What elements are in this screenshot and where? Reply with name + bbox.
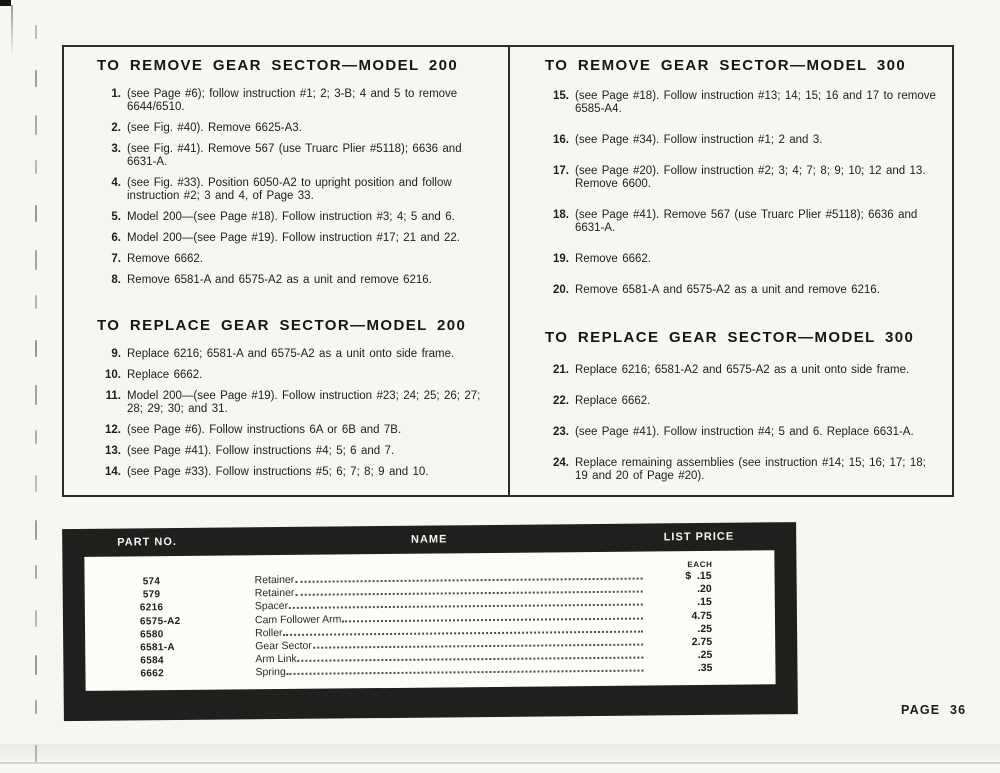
item-text: (see Fig. #33). Position 6050-A2 to upright position and follow instruction #2; 3 and 4, of Page 33.: [127, 177, 452, 202]
item-number: 1.: [111, 88, 121, 100]
item-text: Model 200—(see Page #19). Follow instruction #23; 24; 25; 26; 27; 28; 29; 30; and 31.: [127, 390, 481, 415]
item-number: 16.: [553, 134, 569, 146]
part-no-cell: 6662: [140, 668, 164, 680]
price-cell: .35: [697, 662, 713, 675]
item-text: Model 200—(see Page #18). Follow instruction #3; 4; 5 and 6.: [127, 211, 455, 223]
instruction-item: [545, 209, 936, 235]
instruction-list-replace-200: [97, 348, 487, 479]
scan-bottom-shading: [0, 744, 1000, 760]
name-cell: Arm Link: [255, 652, 297, 666]
price-table-rows: [85, 569, 776, 681]
instruction-item: [545, 165, 936, 191]
instruction-item: [97, 348, 487, 361]
item-number: 24.: [553, 457, 569, 469]
item-number: 9.: [111, 348, 121, 360]
scan-bottom-edge-line: [0, 762, 1000, 764]
instruction-item: [97, 177, 487, 203]
price-cell: .25: [697, 622, 713, 635]
item-number: 11.: [105, 390, 121, 402]
item-text: Model 200—(see Page #19). Follow instruction #17; 21 and 22.: [127, 232, 460, 244]
binder-dash: [35, 385, 37, 405]
name-cell: Spring: [255, 666, 286, 679]
part-no-cell: 6575-A2: [139, 615, 181, 627]
item-number: 10.: [105, 369, 121, 381]
instructions-box: [62, 45, 954, 497]
dotted-leader: [289, 604, 643, 609]
part-no-cell: 6216: [139, 602, 164, 614]
instruction-item: [545, 395, 936, 408]
instruction-list-remove-300: [545, 90, 936, 297]
price-table-panel: [84, 550, 775, 691]
item-text: (see Page #20). Follow instruction #2; 3; 4; 7; 8; 9; 10; 12 and 13. Remove 6600.: [575, 165, 926, 190]
column-header-name: NAME: [410, 533, 448, 546]
part-no-cell: 6581-A: [140, 641, 175, 654]
instruction-list-replace-300: [545, 364, 936, 483]
item-text: (see Page #41). Follow instructions #4; 5; 6 and 7.: [127, 445, 395, 457]
item-text: (see Page #6). Follow instructions 6A or 6B and 7B.: [127, 424, 402, 436]
binder-dash: [35, 700, 37, 714]
binder-dash: [35, 520, 37, 540]
dotted-leader: [313, 643, 643, 648]
item-text: (see Page #18). Follow instruction #13; 14; 15; 16 and 17 to remove 6585-A4.: [575, 90, 936, 115]
price-cell: 4.75: [691, 609, 713, 622]
price-cell: .15: [697, 596, 712, 609]
binder-dash: [35, 160, 37, 174]
item-number: 13.: [105, 445, 121, 457]
price-cell: .20: [697, 583, 712, 596]
instruction-item: [545, 426, 936, 439]
instruction-item: [97, 424, 487, 437]
section-heading-replace-300: TO REPLACE GEAR SECTOR—MODEL 300: [545, 329, 915, 346]
instruction-item: [97, 211, 487, 224]
scan-corner-mark: [0, 0, 11, 6]
dotted-leader: [287, 670, 644, 675]
item-number: 14.: [105, 466, 121, 478]
instruction-list-remove-200: [97, 88, 487, 287]
item-number: 5.: [111, 211, 121, 223]
binder-dash: [35, 655, 37, 675]
item-number: 4.: [111, 177, 121, 189]
binder-dash: [35, 475, 37, 492]
item-text: (see Page #41). Follow instruction #4; 5 and 6. Replace 6631-A.: [575, 426, 914, 438]
name-cell: Retainer: [254, 573, 295, 587]
instruction-item: [97, 122, 487, 135]
dotted-leader: [295, 591, 642, 596]
name-cell: Gear Sector: [255, 639, 312, 653]
item-text: (see Fig. #40). Remove 6625-A3.: [127, 122, 302, 134]
dotted-leader: [298, 657, 644, 662]
item-text: Replace 6216; 6581-A2 and 6575-A2 as a unit onto side frame.: [575, 364, 910, 376]
item-number: 15.: [553, 90, 569, 102]
item-text: Replace 6662.: [127, 369, 203, 381]
price-cell: .25: [697, 649, 713, 662]
name-cell: Spacer: [254, 600, 289, 613]
each-label: EACH: [687, 559, 713, 570]
instruction-item: [545, 90, 936, 116]
item-text: (see Page #41). Remove 567 (use Truarc Plier #5118); 6636 and 6631-A.: [575, 209, 918, 234]
name-cell: Cam Follower Arm: [254, 613, 342, 626]
price-table: [62, 522, 798, 721]
instruction-item: [97, 445, 487, 458]
binder-dash: [35, 340, 37, 357]
item-text: Remove 6581-A and 6575-A2 as a unit and remove 6216.: [127, 274, 432, 286]
column-model-300: [545, 57, 936, 501]
binder-dash: [35, 295, 37, 309]
binder-dash: [35, 205, 37, 222]
instruction-item: [545, 134, 936, 147]
binder-dash: [35, 430, 37, 444]
section-heading-remove-300: TO REMOVE GEAR SECTOR—MODEL 300: [545, 57, 907, 74]
instruction-item: [97, 466, 487, 479]
item-text: Replace 6216; 6581-A and 6575-A2 as a unit onto side frame.: [127, 348, 455, 360]
section-heading-replace-200: TO REPLACE GEAR SECTOR—MODEL 200: [97, 317, 467, 334]
instruction-item: [545, 284, 936, 297]
binder-dash: [35, 565, 37, 579]
item-number: 17.: [553, 165, 569, 177]
item-number: 8.: [111, 274, 121, 286]
item-text: Remove 6662.: [575, 253, 651, 265]
binder-dash: [35, 250, 37, 270]
item-text: Remove 6662.: [127, 253, 203, 265]
dotted-leader: [342, 617, 643, 622]
column-header-list-price: LIST PRICE: [663, 530, 735, 544]
part-no-cell: 574: [139, 576, 161, 588]
dotted-leader: [284, 630, 644, 635]
column-model-200: [97, 57, 487, 487]
binder-dash: [35, 25, 37, 39]
name-cell: Retainer: [254, 587, 295, 600]
section-heading-remove-200: TO REMOVE GEAR SECTOR—MODEL 200: [97, 57, 459, 74]
item-text: Replace remaining assemblies (see instruction #14; 15; 16; 17; 18; 19 and 20 of Page #20).: [575, 457, 926, 482]
instruction-item: [97, 253, 487, 266]
item-number: 23.: [553, 426, 569, 438]
item-text: (see Page #6); follow instruction #1; 2; 3-B; 4 and 5 to remove 6644/6510.: [127, 88, 458, 113]
binder-dash: [35, 115, 37, 135]
instruction-item: [97, 143, 487, 169]
item-number: 6.: [111, 232, 121, 244]
item-number: 7.: [111, 253, 121, 265]
instruction-item: [545, 364, 936, 377]
scan-spine-line: [11, 5, 13, 57]
item-text: Remove 6581-A and 6575-A2 as a unit and remove 6216.: [575, 284, 880, 296]
name-cell: Roller: [255, 626, 283, 640]
item-number: 20.: [553, 284, 569, 296]
part-no-cell: 6580: [140, 628, 164, 641]
binder-dash: [35, 610, 37, 627]
price-cell: 2.75: [691, 635, 713, 649]
item-number: 22.: [553, 395, 569, 407]
item-text: (see Fig. #41). Remove 567 (use Truarc Plier #5118); 6636 and 6631-A.: [127, 143, 462, 168]
item-number: 3.: [111, 143, 121, 155]
item-number: 21.: [553, 364, 569, 376]
item-text: (see Page #34). Follow instruction #1; 2 and 3.: [575, 134, 823, 146]
item-number: 12.: [105, 424, 121, 436]
item-text: Replace 6662.: [575, 395, 651, 407]
page-number: PAGE 36: [901, 703, 967, 717]
instruction-item: [97, 88, 487, 114]
instruction-item: [97, 232, 487, 245]
part-no-cell: 579: [139, 589, 161, 601]
instruction-item: [97, 369, 487, 382]
part-no-cell: 6584: [140, 655, 164, 667]
item-number: 18.: [553, 209, 569, 221]
column-divider: [508, 47, 510, 495]
item-number: 2.: [111, 122, 121, 134]
instruction-item: [545, 457, 936, 483]
column-header-part-no: PART NO.: [117, 536, 178, 549]
item-number: 19.: [553, 253, 569, 265]
instruction-item: [97, 390, 487, 416]
price-cell: $ .15: [685, 569, 712, 583]
item-text: (see Page #33). Follow instructions #5; 6; 7; 8; 9 and 10.: [127, 466, 429, 478]
binder-dash: [35, 70, 37, 87]
dotted-leader: [295, 578, 642, 583]
instruction-item: [97, 274, 487, 287]
instruction-item: [545, 253, 936, 266]
